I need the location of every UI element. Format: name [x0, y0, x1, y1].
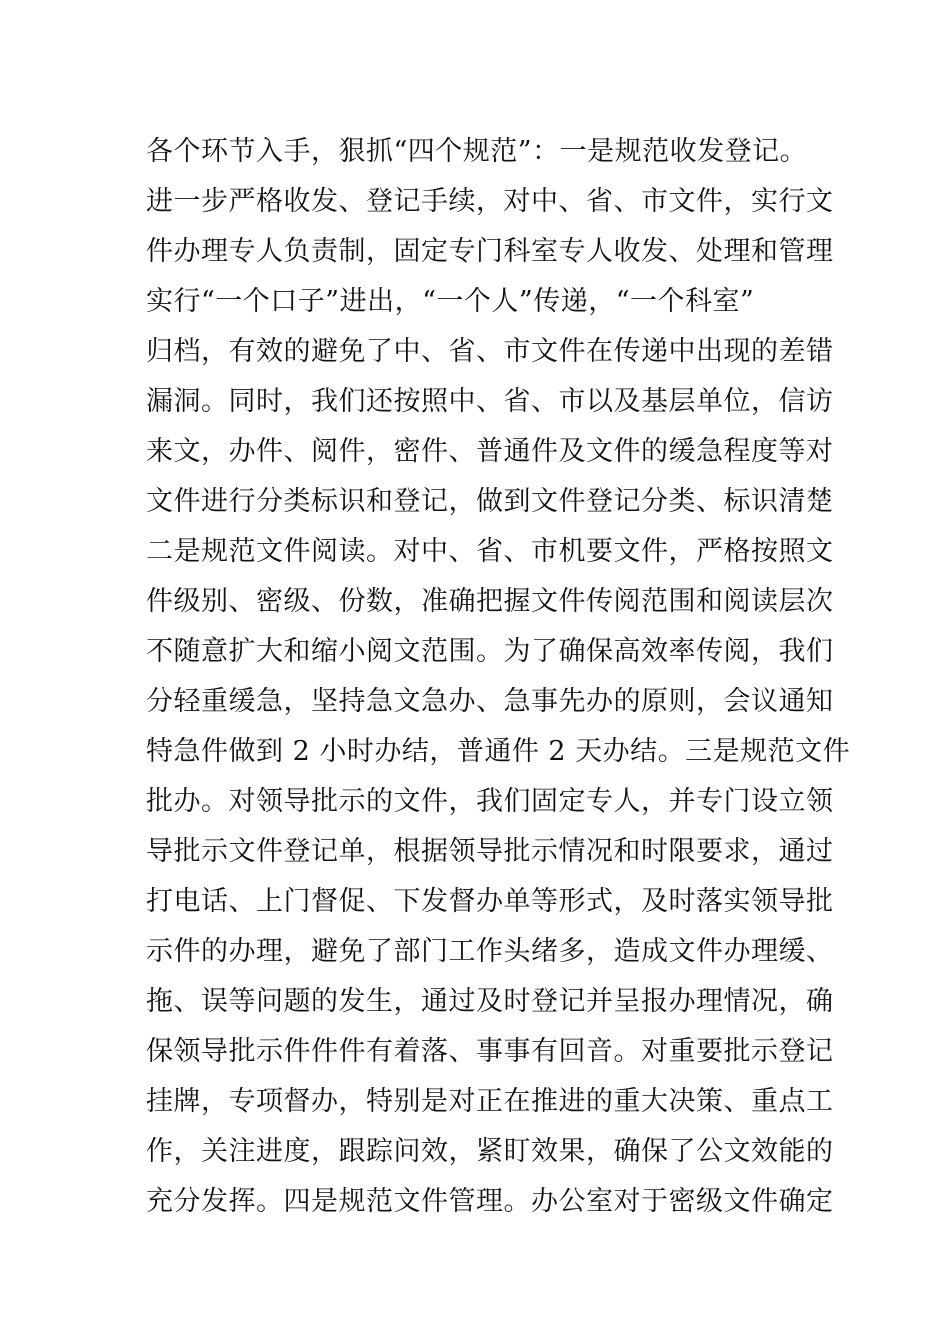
text-line: 进一步严格收发、登记手续，对中、省、市文件，实行文	[146, 186, 834, 217]
text-line: 特急件做到 2 小时办结，普通件 2 天办结。三是规范文件	[146, 736, 851, 767]
text-line: 批办。对领导批示的文件，我们固定专人，并专门设立领	[146, 786, 834, 817]
text-line: 实行“一个口子”进出，“一个人”传递，“一个科室”	[146, 286, 755, 317]
text-line: 漏洞。同时，我们还按照中、省、市以及基层单位，信访	[146, 386, 834, 417]
text-line: 打电话、上门督促、下发督办单等形式，及时落实领导批	[146, 886, 834, 917]
text-line: 件办理专人负责制，固定专门科室专人收发、处理和管理	[146, 236, 834, 267]
text-line: 挂牌，专项督办，特别是对正在推进的重大决策、重点工	[146, 1086, 834, 1117]
text-line: 示件的办理，避免了部门工作头绪多，造成文件办理缓、	[146, 936, 834, 967]
text-line: 充分发挥。四是规范文件管理。办公室对于密级文件确定	[146, 1186, 834, 1217]
text-line: 二是规范文件阅读。对中、省、市机要文件，严格按照文	[146, 536, 834, 567]
text-line: 件级别、密级、份数，准确把握文件传阅范围和阅读层次	[146, 586, 834, 617]
text-line: 文件进行分类标识和登记，做到文件登记分类、标识清楚	[146, 486, 834, 517]
text-line: 来文，办件、阅件，密件、普通件及文件的缓急程度等对	[146, 436, 834, 467]
text-line: 归档，有效的避免了中、省、市文件在传递中出现的差错	[146, 336, 834, 367]
text-line: 保领导批示件件件有着落、事事有回音。对重要批示登记	[146, 1036, 834, 1067]
text-line: 拖、误等问题的发生，通过及时登记并呈报办理情况，确	[146, 986, 834, 1017]
text-line: 不随意扩大和缩小阅文范围。为了确保高效率传阅，我们	[146, 636, 834, 667]
text-line: 作，关注进度，跟踪问效，紧盯效果，确保了公文效能的	[146, 1136, 834, 1167]
text-line: 导批示文件登记单，根据领导批示情况和时限要求，通过	[146, 836, 834, 867]
text-line: 各个环节入手，狠抓“四个规范”：一是规范收发登记。	[146, 136, 808, 167]
body-text	[146, 127, 851, 1227]
text-line: 分轻重缓急，坚持急文急办、急事先办的原则，会议通知	[146, 686, 834, 717]
